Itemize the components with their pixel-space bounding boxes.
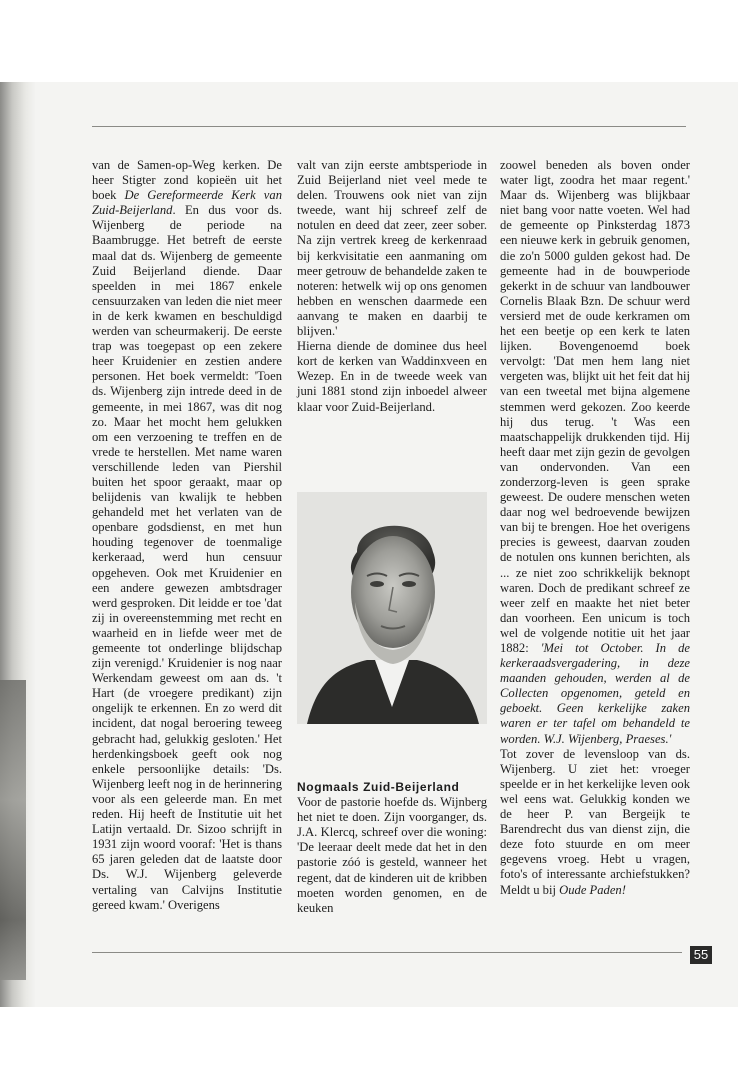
adjacent-page-photo-edge [0, 680, 26, 980]
section-body [297, 795, 487, 916]
italic-run: De Gereformeerde Kerk van Zuid-Beijerland [92, 188, 282, 218]
paragraph [297, 158, 487, 339]
paragraph [92, 158, 282, 913]
text-column-1 [92, 158, 282, 913]
section-subheading: Nogmaals Zuid-Beijerland [297, 780, 460, 794]
paragraph [297, 795, 487, 916]
text-column-3 [500, 158, 690, 898]
top-rule [92, 126, 686, 127]
text-run: Tot zover de levensloop van ds. Wijenberg. U ziet het: vroeger speelde er in het kerkelijke leven ook wel eens wat. Gelukkig konden we de heer P. van Bergeijk te Barendrecht dus van dienst zijn, die deze foto stuurde en om meer gegevens vroeg. Hebt u vragen, foto's of interessante archiefstukken? Meldt u bij [500, 746, 690, 897]
portrait-of-ds-wijenberg [297, 492, 487, 724]
text-run: van de Samen-op-Weg kerken. De heer Stigter zond kopieën uit het boek [92, 158, 282, 203]
text-run: zoowel beneden als boven onder water ligt, zoodra het maar regent.' Maar ds. Wijenberg was blijkbaar niet bang voor natte voeten. Wel had de gemeente op Pinksterdag 1873 een nieuwe kerk in gebruik genomen, die zo'n 5000 gulden gekost had. De gemeente had in de bouwperiode gekerkt in de schuur van landbouwer Cornelis Blaak Bzn. De schuur werd versierd met de oude kerkramen om het een beetje op een kerk te laten lijken. Bovengenoemd boek vervolgt: 'Dat men hem lang niet vergeten was, blijkt uit het feit dat hij van een tweetal met bijna algemene stemmen werd gekozen. Zoo keerde hij dus terug. 't Was een maatschappelijk drukkenden tijd. Hij heeft daar met zijn gezin de gevolgen van ondervonden. Van een zonderzorg-leven is geen sprake geweest. De oudere menschen weten daar nog wel bedroevende bewijzen van bij te brengen. Hoe het overigens precies is geweest, daarvan zouden de notulen ons kunnen berichten, als ... ze niet zoo schrikkelijk beknopt waren. Doch de predikant schreef ze weer zelf en maakte het niet beter dan voorheen. Een unicum is toch wel de volgende notitie uit het jaar 1882: [500, 158, 690, 655]
page-number: 55 [690, 946, 712, 964]
text-column-2-bottom [297, 780, 487, 916]
italic-run: 'Mei tot October. In de kerkeraadsvergadering, in deze maanden gehouden, werden al de Collecten opgenomen, geteld en geboekt. Geen kerkelijke zaken waren er ter tafel om behandeld te worden. W.J. Wijenberg, Praeses.' [500, 641, 690, 746]
text-run: valt van zijn eerste ambtsperiode in Zuid Beijerland niet veel mede te delen. Trouwens ook niet van zijn tweede, want hij schreef zelf de notulen en deed dat zeer, zeer sober. Na zijn vertrek kreeg de kerkenraad bij kerkvisitatie een aanmaning om meer getrouw de behandelde zaken te noteren: hetwelk wij op ons genomen hebben en wenschen daarmede een aanvang te maken en daarbij te blijven.' [297, 158, 487, 339]
paragraph [297, 339, 487, 414]
paragraph [500, 158, 690, 747]
paragraph [500, 747, 690, 898]
text-run: Voor de pastorie hoefde ds. Wijnberg het niet te doen. Zijn voorganger, ds. J.A. Klercq, schreef over die woning: 'De leeraar deelt mede dat het in den pastorie zóó is gesteld, wanneer het regent, dat de kinderen uit de kribben moeten worden genomen, en de keuken [297, 795, 487, 915]
text-run: . En dus voor ds. Wijenberg de periode na Baambrugge. Het betreft de eerste maal dat ds. Wijenberg de gemeente Zuid Beijerland diende. Daar speelden in mei 1867 enkele censuurzaken van leden die niet meer in de kerk kwamen en beschuldigd werden van scheurmakerij. De eerste trap was toegepast op een zekere heer Kruidenier en zestien andere personen. Het boek vermeldt: 'Toen ds. Wijenberg zijn intrede deed in de gemeente, in mei 1867, was dit nog zo. Maar het mocht hem gelukken om een verzoening te treffen en de vrede te herstellen. Met name waren verschillende leden van Piershil buiten het spoor geraakt, maar op belijdenis van kwalijk te hebben gehandeld met het verlaten van de openbare godsdienst, en met hun houding tegenover de toenmalige kerkeraad, werd hun censuur opgeheven. Ook met Kruidenier en een andere gewezen ambtsdrager werd gesproken. Dit leidde er toe 'dat zij in overeenstemming met recht en waarheid en in liefde weer met de gemeente tot onderlinge blijdschap zijn verenigd.' Kruidenier is nog naar Werkendam geweest om aan ds. 't Hart (de vroegere predikant) zijn ongelijk te erkennen. En zo werd dit incident, dat nogal beroering teweeg gebracht had, gelukkig gesloten.' Het herdenkingsboek geeft ook nog enkele persoonlijke details: 'Ds. Wijenberg leeft nog in de herinnering voor als een geleerde man. En met reden. Hij heeft de Institutie uit het Latijn vertaald. Dr. Sizoo schrijft in 1931 zijn woord vooraf: 'Het is thans 65 jaren geleden dat de laatste door Ds. W.J. Wijenberg geleverde vertaling van Calvijns Institutie gereed kwam.' Overigens [92, 203, 282, 912]
portrait-photo [297, 492, 487, 724]
italic-run: Oude Paden! [559, 882, 626, 897]
text-column-2-top [297, 158, 487, 415]
bottom-rule [92, 952, 682, 953]
text-run: Hierna diende de dominee dus heel kort de kerken van Waddinxveen en Wezep. En in de tweede week van juni 1881 stond zijn inboedel alweer klaar voor Zuid-Beijerland. [297, 339, 487, 414]
